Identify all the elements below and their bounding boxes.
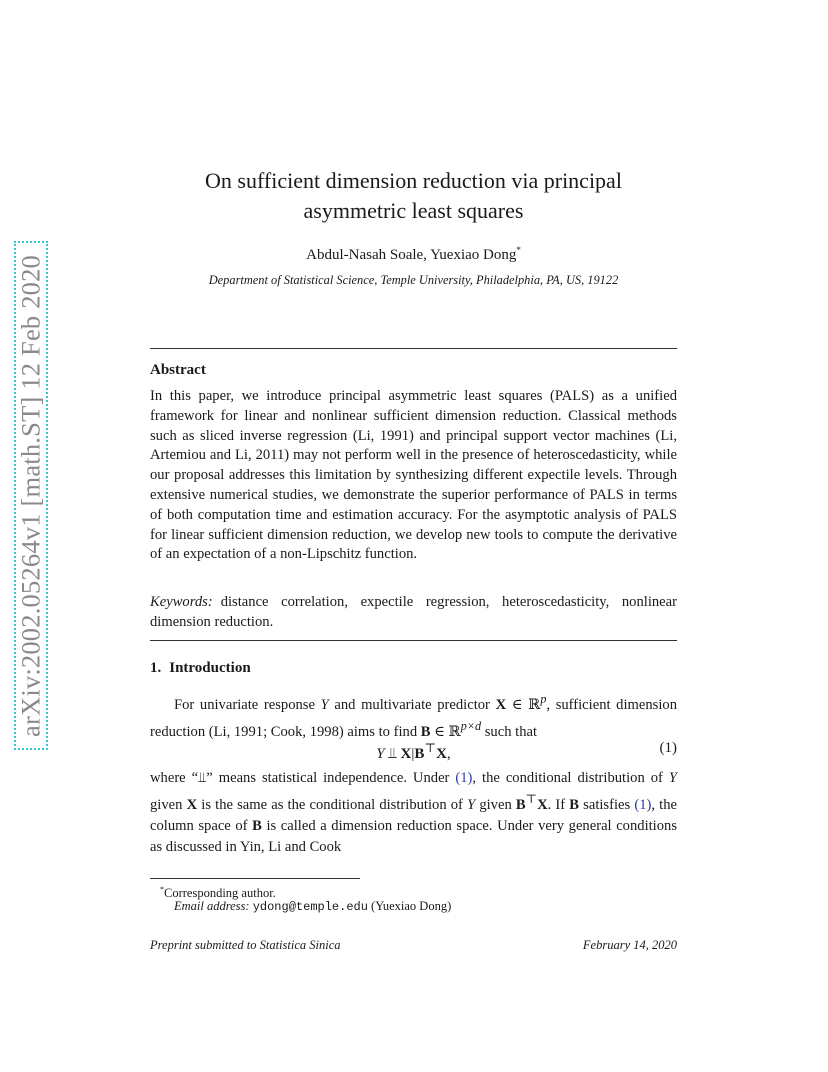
text-run: For univariate response bbox=[174, 696, 321, 713]
email-link[interactable]: ydong@temple.edu bbox=[252, 900, 368, 914]
text-run: given bbox=[475, 796, 516, 813]
math-y: Y bbox=[668, 770, 677, 786]
keywords-label: Keywords: bbox=[150, 594, 213, 610]
title-line-2: asymmetric least squares bbox=[303, 198, 524, 223]
math-b: B bbox=[252, 817, 262, 834]
math-transpose: ⊤ bbox=[525, 792, 538, 806]
math-y: Y bbox=[467, 796, 476, 813]
footnote-mark: * bbox=[160, 885, 164, 894]
preprint-note: Preprint submitted to Statistica Sinica bbox=[150, 938, 341, 952]
equation-number: (1) bbox=[659, 740, 677, 756]
text-run: where “⫫” means statistical independence. Under bbox=[150, 770, 456, 786]
text-run: is called a dimension reduction space. Under very general conditions as discussed in Yin, Li and Cook bbox=[150, 817, 677, 855]
text-run: . If bbox=[547, 796, 570, 813]
math-in-reals: ∈ ℝ bbox=[506, 696, 541, 713]
section-title: Introduction bbox=[169, 660, 251, 676]
text-run: is the same as the conditional distribution of bbox=[197, 796, 468, 813]
abstract-heading: Abstract bbox=[150, 362, 206, 378]
text-run: given bbox=[150, 796, 187, 813]
equation-body bbox=[150, 740, 677, 763]
paper-title bbox=[150, 166, 677, 226]
arxiv-identifier: arXiv:2002.05264v1 [math.ST] 12 Feb 2020 bbox=[15, 254, 46, 737]
math-x: X bbox=[495, 696, 507, 713]
eq-given: | bbox=[411, 746, 415, 762]
text-run: , sufficient dimension reduction (Li, 1991; Cook, 1998) aims to find bbox=[150, 696, 677, 740]
keywords-text: distance correlation, expectile regression, heteroscedasticity, nonlinear dimension reduction. bbox=[150, 594, 677, 630]
math-b: B bbox=[569, 796, 580, 813]
text-run: , the conditional distribution of bbox=[472, 770, 669, 786]
footnote-text: Corresponding author. bbox=[164, 886, 276, 901]
math-sup-p: p bbox=[540, 692, 547, 706]
eq-independence: ⫫ bbox=[384, 746, 401, 762]
email-label: Email address: bbox=[174, 899, 250, 913]
footnote-email bbox=[150, 898, 701, 916]
author-names: Abdul-Nasah Soale, Yuexiao Dong bbox=[306, 247, 517, 263]
text-run: such that bbox=[481, 723, 538, 740]
text-run: , the column space of bbox=[150, 796, 677, 834]
text-run: satisfies bbox=[579, 796, 635, 813]
math-sup-pxd: p×d bbox=[460, 718, 482, 733]
math-x: X bbox=[537, 796, 548, 813]
math-x: X bbox=[186, 796, 198, 813]
eq-x: X bbox=[436, 746, 447, 762]
title-line-1: On sufficient dimension reduction via principal bbox=[205, 168, 622, 193]
affiliation: Department of Statistical Science, Temple University, Philadelphia, PA, US, 19122 bbox=[208, 273, 619, 287]
corresponding-author-mark: * bbox=[516, 245, 521, 255]
abstract-bottom-rule bbox=[150, 640, 677, 641]
section-heading-introduction bbox=[150, 660, 251, 677]
footnote-rule bbox=[150, 878, 360, 879]
equation-ref-link[interactable]: (1) bbox=[455, 770, 473, 786]
keywords bbox=[150, 593, 677, 633]
email-owner: (Yuexiao Dong) bbox=[371, 899, 452, 913]
equation-1 bbox=[150, 740, 677, 762]
math-y: Y bbox=[320, 696, 329, 713]
author-list bbox=[150, 245, 677, 264]
intro-paragraph-1 bbox=[150, 689, 677, 743]
equation-ref-link[interactable]: (1) bbox=[634, 796, 652, 813]
section-number: 1. bbox=[150, 660, 162, 676]
preprint-date: February 14, 2020 bbox=[582, 938, 677, 952]
intro-paragraph-2 bbox=[150, 768, 677, 858]
eq-comma: , bbox=[447, 746, 451, 762]
eq-transpose: ⊤ bbox=[424, 741, 437, 755]
math-b: B bbox=[420, 723, 431, 740]
eq-b: B bbox=[414, 746, 425, 762]
arxiv-identifier-stamp bbox=[14, 241, 48, 750]
math-b: B bbox=[515, 796, 526, 813]
abstract-body: In this paper, we introduce principal asymmetric least squares (PALS) as a unified framework for linear and nonlinear sufficient dimension reduction. Classical methods such as sliced inverse regression (Li, 1991) and principal support vector machines (Li, Artemiou and Li, 2011) may not perform well in the presence of heteroscedasticity, while our proposal addresses this limitation by synthesizing different expectile levels. Through extensive numerical studies, we demonstrate the superior performance of PALS in terms of both computation time and estimation accuracy. For the asymptotic analysis of PALS for linear sufficient dimension reduction, we develop new tools to compute the derivative of an expectation of a non-Lipschitz function. bbox=[150, 388, 677, 563]
abstract-top-rule bbox=[150, 348, 677, 349]
text-run: and multivariate predictor bbox=[328, 696, 496, 713]
eq-y: Y bbox=[376, 746, 385, 762]
eq-x: X bbox=[400, 746, 412, 762]
math-in-reals: ∈ ℝ bbox=[430, 723, 461, 740]
